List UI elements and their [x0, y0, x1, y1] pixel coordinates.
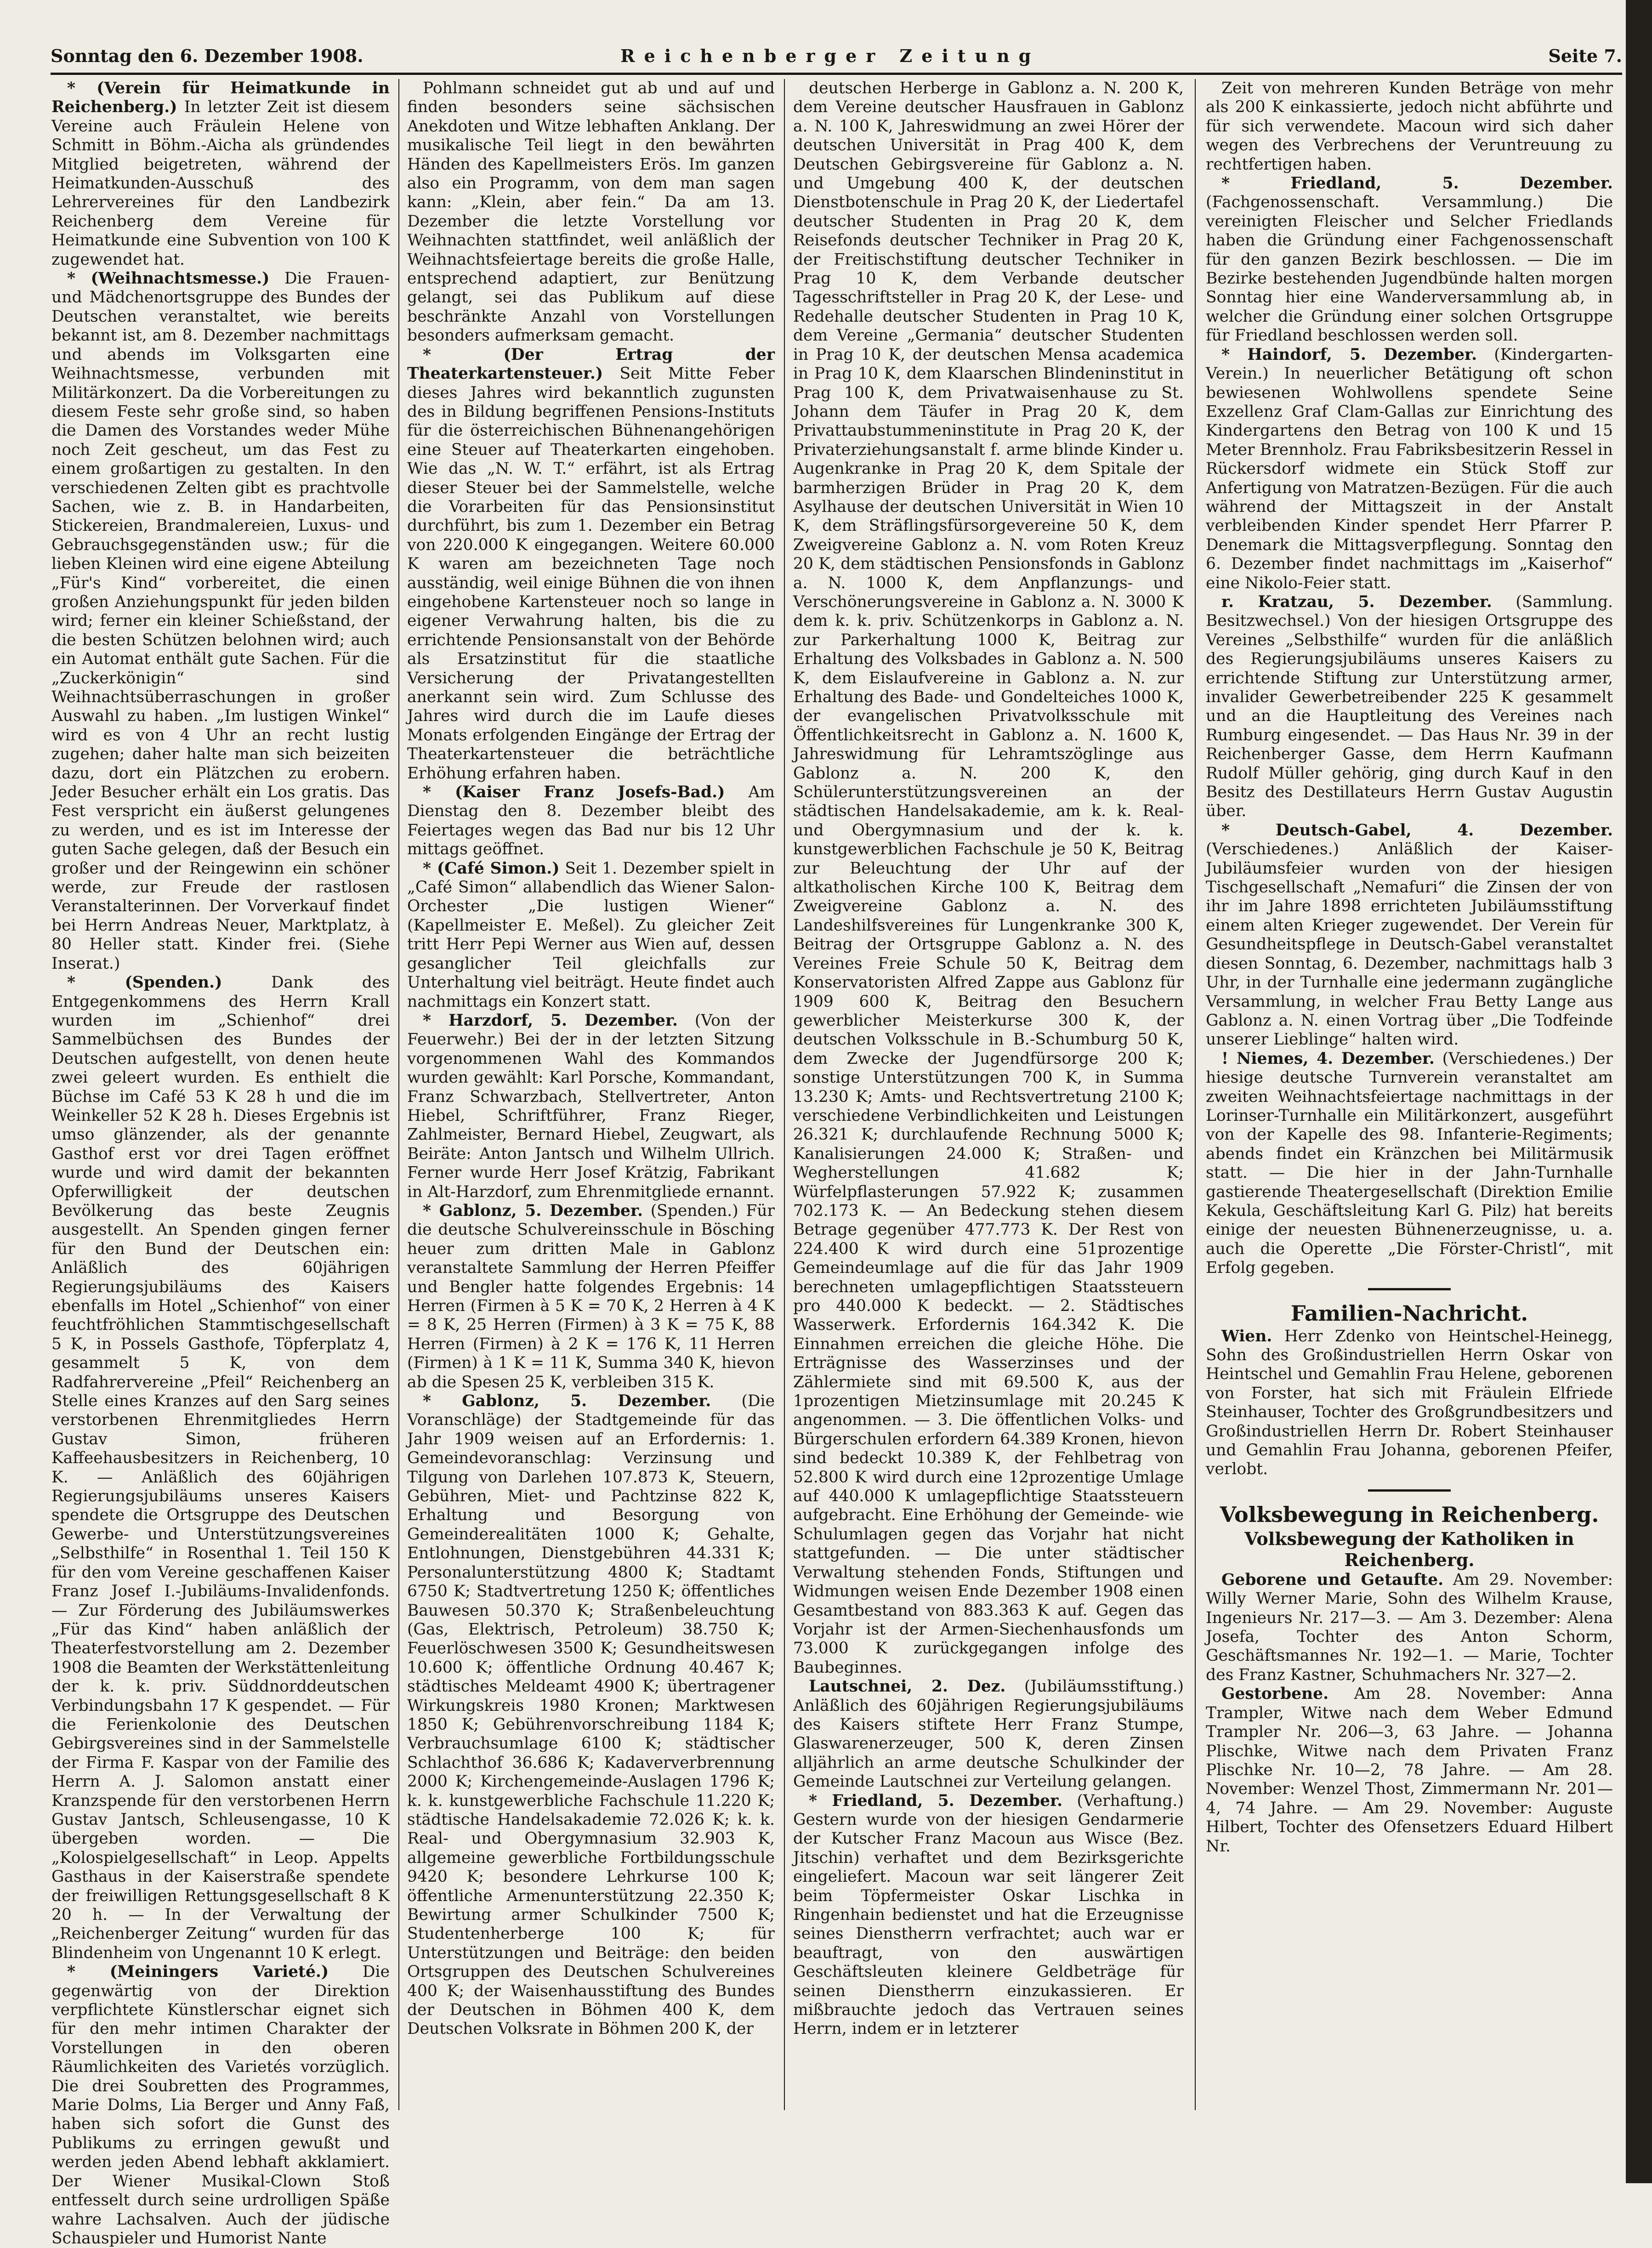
article-paragraph [51, 1963, 390, 2248]
article-text: (Von der Feuerwehr.) Bei der in der letzten Sitzung vorgenommenen Wahl des Kommandos wurden gewählt: Karl Porsche, Kommandant, Franz Schwarzbach, Stellvertreter, Anton Hiebel, Schriftführer, Franz Rieger, Zahlmeister, Bernard Hiebel, Zeugwart, als Beiräte: Anton Jantsch und Wilhelm Ullrich. Ferner wurde Herr Josef Krätzig, Fabrikant in Alt-Harzdorf, zum Ehrenmitgliede ernannt. [407, 1011, 775, 1201]
article-heading: ! Niemes, 4. Dezember. [1221, 1049, 1435, 1068]
article-paragraph [1206, 79, 1613, 174]
column-divider [784, 79, 785, 2110]
column-2 [407, 79, 775, 2110]
article-text: (Verhaftung.) Gestern wurde von der hiesigen Gendarmerie der Kutscher Franz Macoun aus Wisce (Bez. Jitschin) verhaftet und dem Bezirksgerichte eingeliefert. Macoun war seit längerer Zeit beim Töpfermeister Oskar Lischka in Ringenhain bedienstet und hat die Erzeugnisse seines Dienstherrn verfrachtet; auch war er beauftragt, von den auswärtigen Geschäftsleuten kleinere Geldbeträge für seinen Dienstherrn einzukassieren. Er mißbrauchte jedoch das Vertrauen seines Herrn, indem er in letzterer [793, 1791, 1184, 2038]
article-heading: * (Der Ertrag der Theaterkartensteuer.) [407, 345, 775, 383]
article-text: In letzter Zeit ist diesem Vereine auch Fräulein Helene von Schmitt in Böhm.-Aicha als gründendes Mitglied beigetreten, während der Heimatkunden-Ausschuß des Lehrervereines für den Landbezirk Reichenberg dem Vereine für Heimatkunde eine Subvention von 100 K zugewendet hat. [51, 98, 390, 269]
article-paragraph [1206, 1685, 1613, 1856]
article-paragraph [407, 859, 775, 1011]
article-paragraph [51, 973, 390, 1963]
section-separator [1368, 1288, 1451, 1290]
article-text: Seit Mitte Feber dieses Jahres wird bekanntlich zugunsten des in Bildung begriffenen Pensions-Instituts für die österreichischen Bühnenangehörigen eine Steuer auf Theaterkarten eingehoben. Wie das „N. W. T.“ erfährt, ist als Ertrag dieser Steuer bei der Sammelstelle, welche die Vorarbeiten für das Pensionsinstitut durchführt, bis zum 1. Dezember ein Betrag von 220.000 K eingegangen. Weitere 60.000 K waren am bezeichneten Tage noch ausständig, weil einige Bühnen die von ihnen eingehobene Kartensteuer noch so lange in eigener Verwahrung halten, bis die zu errichtende Pensionsanstalt von der Behörde als Ersatzinstitut für die staatliche Versicherung der Privatangestellten anerkannt sein wird. Zum Schlusse des Jahres wird durch die im Laufe dieses Monats erfolgenden Eingänge der Ertrag der Theaterkartensteuer die beträchtliche Erhöhung erfahren haben. [407, 364, 775, 783]
article-paragraph [1206, 1571, 1613, 1685]
article-text: Am 28. November: Anna Trampler, Witwe nach dem Weber Edmund Trampler Nr. 206—3, 63 Jahre. — Johanna Plischke, Witwe nach dem Privaten Franz Plischke Nr. 10—2, 78 Jahre. — Am 28. November: Wenzel Thost, Zimmermann Nr. 201—4, 74 Jahre. — Am 29. November: Auguste Hilbert, Tochter des Ofensetzers Eduard Hilbert Nr. [1206, 1685, 1613, 1856]
article-heading: Geborene und Getaufte. [1221, 1570, 1444, 1589]
article-heading: * (Spenden.) [67, 973, 222, 992]
section-heading: Familien-Nachricht. [1290, 1300, 1528, 1326]
article-heading: * Deutsch-Gabel, 4. Dezember. [1221, 821, 1613, 840]
article-text: deutschen Herberge in Gablonz a. N. 200 K, dem Vereine deutscher Hausfrauen in Gablonz a. N. 100 K, Jahreswidmung an zwei Hörer der deutschen Universität in Prag 400 K, dem Deutschen Gebirgsvereine für Gablonz a. N. und Umgebung 400 K, der deutschen Dienstbotenschule in Prag 20 K, der Liedertafel deutscher Studenten in Prag 20 K, dem Reisefonds deutscher Techniker in Prag 20 K, der Freitischstiftung deutscher Techniker in Prag 10 K, dem Verbande deutscher Tagesschriftsteller in Prag 20 K, der Lese- und Redehalle deutscher Studenten in Prag 10 K, dem Vereine „Germania“ deutscher Studenten in Prag 10 K, der deutschen Mensa academica in Prag 10 K, dem Klaarschen Blindeninstitut in Prag 100 K, dem Privatwaisenhause zu St. Johann dem Täufer in Prag 20 K, dem Privattaubstummeninstitute in Prag 20 K, der Privaterziehungsanstalt f. arme blinde Kinder u. Augenkranke in Prag 20 K, dem Spitale der barmherzigen Brüder in Prag 20 K, dem Asylhause der deutschen Universität in Wien 10 K, dem Sträflingsfürsorgevereine 50 K, dem Zweigvereine Gablonz a. N. vom Roten Kreuz 20 K, dem städtischen Pensionsfonds in Gablonz a. N. 1000 K, dem Anpflanzungs- und Verschönerungsvereine in Gablonz a. N. 3000 K dem k. k. priv. Schützenkorps in Gablonz a. N. zur Parkerhaltung 1000 K, Beitrag zur Erhaltung des Volksbades in Gablonz a. N. 500 K, dem Eislaufvereine in Gablonz a. N. zur Erhaltung des Bade- und Gondelteiches 1000 K, der evangelischen Privatvolksschule mit Öffentlichkeitsrecht in Gablonz a. N. 1600 K, Jahreswidmung für Lehramtszöglinge aus Gablonz a. N. 200 K, den Schülerunterstützungsvereinen an der städtischen Handelsakademie, am k. k. Real- und Obergymnasium und der k. k. kunstgewerblichen Fachschule je 50 K, Beitrag zur Beleuchtung der Uhr auf der altkatholischen Kirche 100 K, Beitrag dem Zweigvereine Gablonz a. N. des Landeshilfsvereines für Lungenkranke 300 K, Beitrag der Ortsgruppe Gablonz a. N. des Vereines Freie Schule 50 K, Beitrag dem Konservatoristen Alfred Zappe aus Gablonz für 1909 600 K, Beitrag den Besuchern gewerblicher Meisterkurse 300 K, der deutschen Volksschule in B.-Schumburg 50 K, dem Zwecke der Jugendfürsorge 200 K; sonstige Unterstützungen 700 K, in Summa 13.230 K; Amts- und Rechtsvertretung 2100 K; verschiedene Verbindlichkeiten und Leistungen 26.321 K; durchlaufende Rechnung 5000 K; Kanalisierungen 24.000 K; Straßen- und Wegherstellungen 41.682 K; Würfelpflasterungen 57.922 K; zusammen 702.173 K. — An Bedeckung stehen diesem Betrage gegenüber 477.773 K. Der Rest von 224.400 K wird durch eine 51prozentige Gemeindeumlage auf die für das Jahr 1909 berechneten umlagepflichtigen Staatssteuern pro 440.000 K bedeckt. — 2. Städtisches Wasserwerk. Erfordernis 164.342 K. Die Einnahmen erreichen die gleiche Höhe. Die Erträgnisse des Wasserzinses und der Zählermiete sind mit 69.500 K, aus der 1prozentigen Mietzinsumlage mit 20.245 K angenommen. — 3. Die öffentlichen Volks- und Bürgerschulen erfordern 64.389 Kronen, hievon sind bedeckt 10.389 K, der Fehlbetrag von 52.800 K wird durch eine 12prozentige Umlage auf 440.000 K umlagepflichtige Staatssteuern aufgebracht. Eine Erhöhung der Gemeinde- wie Schulumlagen gegen das Vorjahr hat nicht stattgefunden. — Die unter städtischer Verwaltung stehenden Fonds, Stiftungen und Widmungen weisen Ende Dezember 1908 einen Gesamtbestand von 883.363 K auf. Gegen das Vorjahr ist der Armen-Siechenhausfonds um 73.000 K zurückgegangen infolge des Baubeginnes. [793, 79, 1184, 1677]
article-heading: * Gablonz, 5. Dezember. [423, 1201, 643, 1220]
article-text: Zeit von mehreren Kunden Beträge von mehr als 200 K einkassierte, jedoch nicht abführte und für sich verwendete. Macoun wird sich daher wegen des Verbrechens der Veruntreuung zu rechtfertigen haben. [1206, 79, 1613, 174]
column-3 [793, 79, 1184, 2110]
article-paragraph [407, 79, 775, 346]
article-heading: Lautschnei, 2. Dez. [809, 1677, 1006, 1696]
article-paragraph [1206, 174, 1613, 346]
article-paragraph [1206, 821, 1613, 1050]
article-heading: * (Weihnachtsmesse.) [67, 269, 270, 288]
article-heading: Gestorbene. [1221, 1685, 1329, 1703]
article-heading: * Friedland, 5. Dezember. [1221, 174, 1613, 193]
article-text: (Verschiedenes.) Der hiesige deutsche Turnverein veranstaltet am zweiten Weihnachtsfeiertage nachmittags in der Lorinser-Turnhalle ein Militärkonzert, ausgeführt von der Kapelle des 98. Infanterie-Regiments; abends findet ein Kränzchen bei Militärmusik statt. — Die hier in der Jahn-Turnhalle gastierende Theatergesellschaft (Direktion Emilie Kekula, Geschäftsleitung Karl G. Pilz) hat bereits einige der neuesten Bühnenerzeugnisse, u. a. auch die Operette „Die Förster-Christl“, mit Erfolg gegeben. [1206, 1049, 1613, 1277]
article-heading: Wien. [1221, 1327, 1272, 1345]
article-text: (Kindergarten-Verein.) In neuerlicher Betätigung oft schon bewiesenen Wohlwollens spendete Seine Exzellenz Graf Clam-Gallas zur Einrichtung des Kindergartens den Betrag von 100 K und 15 Meter Brennholz. Frau Fabriksbesitzerin Ressel in Rückersdorf widmete ein Stück Stoff zur Anfertigung von Matratzen-Bezügen. Für die auch während der Mittagszeit in der Anstalt verbleibenden Kinder spendet Herr Pfarrer P. Denemark die Mittagsverpflegung. Sonntag den 6. Dezember findet nachmittags im „Kaiserhof“ eine Nikolo-Feier statt. [1206, 345, 1613, 592]
article-paragraph [51, 79, 390, 269]
column-1 [51, 79, 390, 2248]
article-text: (Jubiläumsstiftung.) Anläßlich des 60jährigen Regierungsjubiläums des Kaisers stiftete Herr Franz Stumpe, Glaswarenerzeuger, 500 K, deren Zinsen alljährlich an arme deutsche Schulkinder der Gemeinde Lautschnei zur Verteilung gelangen. [793, 1677, 1184, 1791]
article-paragraph [407, 346, 775, 783]
section-separator [1368, 1489, 1451, 1492]
section-heading: Volksbewegung in Reichenberg. [1220, 1502, 1599, 1527]
article-heading: * Haindorf, 5. Dezember. [1221, 345, 1477, 364]
article-paragraph [407, 1202, 775, 1392]
article-heading: * Gablonz, 5. Dezember. [423, 1392, 711, 1411]
article-heading: * (Café Simon.) [423, 859, 560, 878]
article-heading: * (Kaiser Franz Josefs-Bad.) [423, 783, 725, 802]
article-paragraph [51, 269, 390, 973]
article-heading: * Harzdorf, 5. Dezember. [423, 1011, 678, 1030]
header-rule [51, 73, 1622, 75]
section-subheading: Volksbewegung der Katholiken in Reichenberg. [1244, 1528, 1574, 1570]
article-paragraph [407, 1392, 775, 2039]
article-text: Herr Zdenko von Heintschel-Heinegg, Sohn des Großindustriellen Herrn Oskar von Heintschel und Gemahlin Frau Helene, geborenen von Forster, hat sich mit Fräulein Elfriede Steinhauser, Tochter des Großgrundbesitzers und Großindustriellen Herrn Dr. Robert Steinhauser und Gemahlin Frau Johanna, geborenen Pfeifer, verlobt. [1206, 1327, 1613, 1479]
article-paragraph [1206, 1050, 1613, 1278]
column-divider [1195, 79, 1196, 2110]
page-header [51, 42, 1622, 74]
article-paragraph [1206, 346, 1613, 593]
article-paragraph [407, 1011, 775, 1202]
article-heading: * Friedland, 5. Dezember. [809, 1791, 1063, 1810]
scan-edge [1626, 0, 1652, 2183]
article-text: (Sammlung. Besitzwechsel.) Von der hiesigen Ortsgruppe des Vereines „Selbsthilfe“ wurden für die anläßlich des Regierungsjubiläums unseres Kaisers zu errichtende Stiftung zur Unterstützung armer, invalider Gewerbetreibender 225 K gesammelt und an die Hauptleitung des Vereines nach Rumburg eingesendet. — Das Haus Nr. 39 in der Reichenberger Gasse, dem Herrn Kaufmann Rudolf Müller gehörig, ging durch Kauf in den Besitz des Destillateurs Herrn Gustav Augustin über. [1206, 592, 1613, 821]
column-divider [398, 79, 399, 2110]
article-text: Die gegenwärtig von der Direktion verpflichtete Künstlerschar eignet sich für den mehr intimen Charakter der Vorstellungen in den oberen Räumlichkeiten des Varietés vorzüglich. Die drei Soubretten des Programmes, Marie Dolms, Lia Berger und Anny Faß, haben sich sofort die Gunst des Publikums zu erringen gewußt und werden jeden Abend lebhaft akklamiert. Der Wiener Musikal-Clown Stoß entfesselt durch seine urdrolligen Späße wahre Lachsalven. Auch der jüdische Schauspieler und Humorist Nante [51, 1963, 390, 2248]
article-heading: r. Kratzau, 5. Dezember. [1221, 592, 1492, 611]
article-text: (Die Voranschläge) der Stadtgemeinde für das Jahr 1909 weisen auf an Erfordernis: 1. Gemeindevoranschlag: Verzinsung und Tilgung von Darlehen 107.873 K, Steuern, Gebühren, Miet- und Pachtzinse 822 K, Erhaltung und Besorgung von Gemeinderealitäten 1000 K; Gehalte, Entlohnungen, Dienstgebühren 44.331 K; Personalunterstützung 4800 K; Stadtamt 6750 K; Stadtvertretung 1250 K; öffentliches Bauwesen 50.370 K; Straßenbeleuchtung (Gas, Elektrisch, Petroleum) 38.750 K; Feuerlöschwesen 3500 K; Gesundheitswesen 10.600 K; öffentliche Ordnung 40.467 K; städtisches Meldeamt 4900 K; übertragener Wirkungskreis 1980 Kronen; Marktwesen 1850 K; Gebührenvorschreibung 1184 K; Verbrauchsumlage 6100 K; städtischer Schlachthof 36.686 K; Kadaververbrennung 2000 K; Kirchengemeinde-Auslagen 1796 K; k. k. kunstgewerbliche Fachschule 11.220 K; städtische Handelsakademie 72.026 K; k. k. Real- und Obergymnasium 32.903 K, allgemeine gewerbliche Fortbildungsschule 9420 K; besondere Lehrkurse 100 K; öffentliche Armenunterstützung 22.350 K; Bewirtung armer Schulkinder 7500 K; Studentenherberge 100 K; für Unterstützungen und Beiträge: den beiden Ortsgruppen des Deutschen Schulvereines 400 K; der Waisenhausstiftung des Bundes der Deutschen in Böhmen 400 K, dem Deutschen Volksrate in Böhmen 200 K, der [407, 1392, 775, 2038]
article-paragraph [407, 783, 775, 859]
article-text: (Spenden.) Für die deutsche Schulvereinsschule in Bösching heuer zum dritten Male in Gablonz veranstaltete Sammlung der Herren Pfeiffer und Bengler hatte folgendes Ergebnis: 14 Herren (Firmen à 5 K = 70 K, 2 Herren à 4 K = 8 K, 25 Herren (Firmen) à 3 K = 75 K, 88 Herren (Firmen) à 2 K = 176 K, 11 Herren (Firmen) à 1 K = 11 K, Summa 340 K, hievon ab die Spesen 25 K, verbleiben 315 K. [407, 1201, 775, 1391]
article-text: (Verschiedenes.) Anläßlich der Kaiser-Jubiläumsfeier wurden von der hiesigen Tischgesellschaft „Nemafuri“ die Zinsen der von ihr im Jahre 1898 errichteten Jubiläumsstiftung einem alten Krieger zugewendet. Der Verein für Gesundheitspflege in Deutsch-Gabel veranstaltet diesen Sonntag, 6. Dezember, nachmittags halb 3 Uhr, in der Turnhalle eine jedermann zugängliche Versammlung, in welcher Frau Betty Lange aus Gablonz a. N. einen Vortrag über „Die Todfeinde unserer Lieblinge“ halten wird. [1206, 840, 1613, 1049]
article-heading: * (Verein für Heimatkunde in Reichenberg.) [51, 79, 390, 117]
header-date: Sonntag den 6. Dezember 1908. [51, 45, 363, 66]
article-text: Dank des Entgegenkommens des Herrn Krall wurden im „Schienhof“ drei Sammelbüchsen des Bundes der Deutschen aufgestellt, von denen heute zwei geleert wurden. Es enthielt die Büchse im Café 53 K 28 h und die im Weinkeller 52 K 28 h. Dieses Ergebnis ist umso glänzender, als der genannte Gasthof erst vor drei Tagen eröffnet wurde und wird damit der bekannten Opferwilligkeit der deutschen Bevölkerung das beste Zeugnis ausgestellt. An Spenden gingen ferner für den Bund der Deutschen ein: Anläßlich des 60jährigen Regierungsjubiläums des Kaisers ebenfalls im Hotel „Schienhof“ von einer feuchtfröhlichen Stammtischgesellschaft 5 K, in Possels Gasthofe, Töpferplatz 4, gesammelt 5 K, von dem Radfahrervereine „Pfeil“ Reichenberg an Stelle eines Kranzes auf den Sarg seines verstorbenen Ehrenmitgliedes Herrn Gustav Simon, früheren Kaffeehausbesitzers in Reichenberg, 10 K. — Anläßlich des 60jährigen Regierungsjubiläums unseres Kaisers spendete die Ortsgruppe des Deutschen Gewerbe- und Unterstützungsvereines „Selbsthilfe“ in Rosenthal 1. Teil 150 K für den vom Vereine geschaffenen Kaiser Franz Josef I.-Jubiläums-Invalidenfonds. — Zur Förderung des Jubiläumswerkes „Für das Kind“ haben anläßlich der Theaterfestvorstellung am 2. Dezember 1908 die Beamten der Werkstättenleitung der k. k. priv. Süddnorddeutschen Verbindungsbahn 17 K gespendet. — Für die Ferienkolonie des Deutschen Gebirgsvereines sind in der Sammelstelle der Firma F. Kaspar von der Familie des Herrn A. J. Salomon anstatt einer Kranzspende für den verstorbenen Herrn Gustav Jantsch, Schleusengasse, 10 K übergeben worden. — Die „Kolospielgesellschaft“ in Leop. Appelts Gasthaus in der Kaiserstraße spendete der freiwilligen Rettungsgesellschaft 8 K 20 h. — In der Verwaltung der „Reichenberger Zeitung“ wurden für das Blindenheim von Ungenannt 10 K erlegt. [51, 973, 390, 1962]
article-text: Seit 1. Dezember spielt in „Café Simon“ allabendlich das Wiener Salon-Orchester „Die lustigen Wiener“ (Kapellmeister E. Meßel). Zu gleicher Zeit tritt Herr Pepi Werner aus Wien auf, dessen gesanglicher Teil gleichfalls zur Unterhaltung viel beiträgt. Heute findet auch nachmittags ein Konzert statt. [407, 859, 775, 1011]
article-text: (Fachgenossenschaft. Versammlung.) Die vereinigten Fleischer und Selcher Friedlands haben die Gründung einer Fachgenossenschaft für den ganzen Bezirk beschlossen. — Die im Bezirke bestehenden Jugendbünde halten morgen Sonntag hier eine Wanderversammlung ab, in welcher die Gründung einer solchen Ortsgruppe für Friedland beschlossen werden soll. [1206, 193, 1613, 345]
article-text: Am Dienstag den 8. Dezember bleibt des Feiertages wegen das Bad nur bis 12 Uhr mittags geöffnet. [407, 783, 775, 859]
article-paragraph [793, 79, 1184, 1677]
article-paragraph [793, 1792, 1184, 2039]
article-paragraph [1206, 1327, 1613, 1479]
article-text: Die Frauen- und Mädchenortsgruppe des Bundes der Deutschen veranstaltet, wie bereits bekannt ist, am 8. Dezember nachmittags und abends im Volksgarten eine Weihnachtsmesse, verbunden mit Militärkonzert. Da die Vorbereitungen zu diesem Feste sehr große sind, so haben die Damen des Vorstandes weder Mühe noch Zeit gescheut, um das Fest zu einem großartigen zu gestalten. In den verschiedenen Zelten gibt es prachtvolle Sachen, wie z. B. in Handarbeiten, Stickereien, Brandmalereien, Luxus- und Gebrauchsgegenständen usw.; für die lieben Kleinen wird eine eigene Abteilung „Für's Kind“ vorbereitet, die einen großen Anziehungspunkt für jeden bilden wird; ferner ein kleiner Schießstand, der die besten Schützen belohnen wird; auch ein Automat enthält gute Sachen. Für die „Zuckerkönigin“ sind Weihnachtsüberraschungen in großer Auswahl zu haben. „Im lustigen Winkel“ wird es von 4 Uhr an recht lustig zugehen; daher halte man sich beizeiten dazu, dort ein Plätzchen zu erobern. Jeder Besucher erhält ein Los gratis. Das Fest verspricht ein äußerst gelungenes zu werden, und es ist im Interesse der guten Sache gelegen, daß der Besuch ein großer und der Reingewinn ein schöner werde, zur Freude der rastlosen Veranstalterinnen. Der Vorverkauf findet bei Herrn Andreas Neuer, Marktplatz, à 80 Heller statt. Kinder frei. (Siehe Inserat.) [51, 269, 390, 973]
article-paragraph [1206, 593, 1613, 821]
article-text: Pohlmann schneidet gut ab und auf und finden besonders seine sächsischen Anekdoten und Witze lebhaften Anklang. Der musikalische Teil liegt in den bewährten Händen des Kapellmeisters Erös. Im ganzen also ein Programm, von dem man sagen kann: „Klein, aber fein.“ Da am 13. Dezember die letzte Vorstellung vor Weihnachten stattfindet, weil anläßlich der Weihnachtsfeiertage bereits die große Halle, entsprechend adaptiert, zur Benützung gelangt, sei das Publikum auf diese beschränkte Anzahl von Vorstellungen besonders aufmerksam gemacht. [407, 79, 775, 345]
article-heading: * (Meiningers Varieté.) [67, 1963, 329, 1981]
article-text: Am 29. November: Willy Werner Marie, Sohn des Wilhelm Krause, Ingenieurs Nr. 217—3. — Am 3. Dezember: Alena Josefa, Tochter des Anton Schorm, Geschäftsmannes Nr. 192—1. — Marie, Tochter des Franz Kastner, Schuhmachers Nr. 327—2. [1206, 1570, 1613, 1684]
header-title: Reichenberger Zeitung [620, 45, 1040, 66]
header-page-number: Seite 7. [1548, 45, 1622, 66]
column-4 [1206, 79, 1613, 2110]
article-paragraph [793, 1677, 1184, 1791]
